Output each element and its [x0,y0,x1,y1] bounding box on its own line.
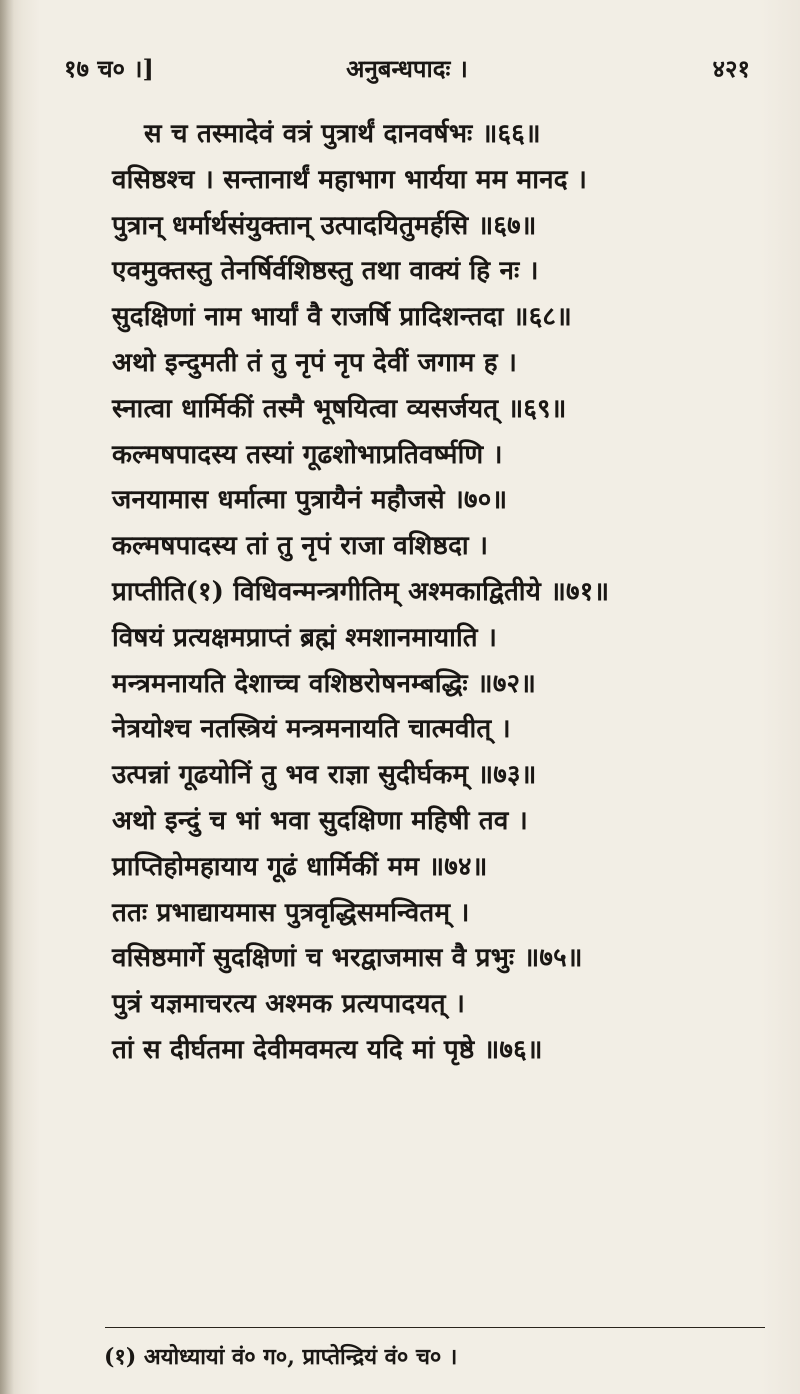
footnote-divider [105,1327,765,1328]
verse-line: स च तस्मादेवं वत्रं पुत्रार्थं दानवर्षभः ॥६६॥ [144,119,541,149]
verse-line: प्राप्तिहोमहायाय गूढं धार्मिकीं मम ॥७४॥ [112,851,488,882]
verse-line: प्राप्तीति(१) विधिवन्मन्त्रगीतिम् अश्मकाद्वितीये ॥७१॥ [112,576,610,607]
page-header [64,52,750,92]
header-page-number: ४२१ [712,54,750,83]
header-chapter-ref: १७ च० ।] [64,54,154,83]
verse-line: वसिष्ठश्च । सन्तानार्थं महाभाग भार्यया मम मानद । [112,164,588,195]
verse-line: उत्पन्नां गूढयोनिं तु भव राज्ञा सुदीर्घकम् ॥७३॥ [112,760,537,791]
verse-line: अथो इन्दुं च भां भवा सुदक्षिणा महिषी तव । [112,805,528,836]
verse-line: कल्मषपादस्य तां तु नृपं राजा वशिष्ठदा । [112,531,489,562]
header-title: अनुबन्धपादः । [346,54,468,83]
spine-shadow [0,0,14,1394]
verse-line: वसिष्ठमार्गे सुदक्षिणां च भरद्वाजमास वै प्रभुः ॥७५॥ [112,943,583,974]
verse-line: स्नात्वा धार्मिकीं तस्मै भूषयित्वा व्यसर्जयत् ॥६९॥ [112,393,567,424]
verse-line: तां स दीर्घतमा देवीमवमत्य यदि मां पृष्ठे ॥७६॥ [112,1034,543,1065]
footnote: (१) अयोध्यायां वं० ग०, प्राप्तेन्द्रियं वं० च० । [104,1344,458,1370]
verse-line: सुदक्षिणां नाम भार्यां वै राजर्षि प्रादिशन्तदा ॥६८॥ [112,302,572,333]
verse-line: मन्त्रमनायति देशाच्च वशिष्ठरोषनम्बद्धिः ॥७२॥ [112,668,537,699]
verse-line: पुत्रान् धर्मार्थसंयुक्तान् उत्पादयितुमर्हसि ॥६७॥ [112,210,537,241]
verse-line: विषयं प्रत्यक्षमप्राप्तं ब्रह्मं श्मशानमायाति । [112,622,498,653]
verse-line: नेत्रयोश्च नतस्त्रियं मन्त्रमनायति चात्मवीत् । [112,714,511,745]
verse-line: एवमुक्तस्तु तेनर्षिर्वशिष्ठस्तु तथा वाक्यं हि नः । [112,256,539,287]
verse-line: कल्मषपादस्य तस्यां गूढशोभाप्रतिवर्ष्मणि । [112,439,503,470]
verse-line: पुत्रं यज्ञमाचरत्य अश्मक प्रत्यपादयत् । [112,989,466,1020]
verse-block [112,112,760,1074]
verse-line: ततः प्रभाद्यायमास पुत्रवृद्धिसमन्वितम् । [112,897,470,928]
verse-line: अथो इन्दुमती तं तु नृपं नृप देवीं जगाम ह । [112,347,518,378]
verse-line: जनयामास धर्मात्मा पुत्रायैनं महौजसे ।७०॥ [112,485,508,516]
